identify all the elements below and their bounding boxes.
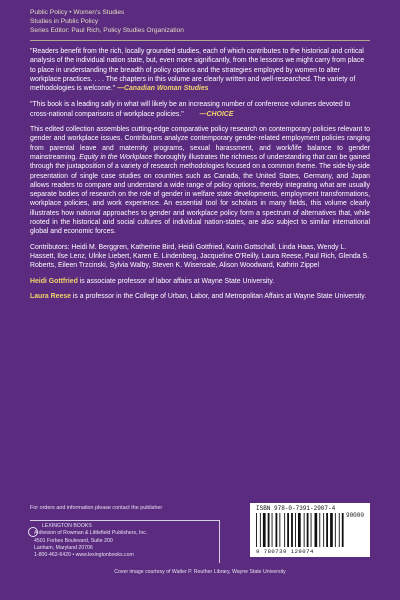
publisher-line-2: 4501 Forbes Boulevard, Suite 200	[34, 537, 113, 544]
series-block	[30, 8, 370, 35]
ean-number: 9 780739 129074	[256, 548, 314, 555]
contact-line: For orders and information please contact the publisher	[30, 505, 163, 511]
author-name: Heidi Gottfried	[30, 277, 78, 285]
book-title-italic: Equity in the Workplace	[79, 153, 153, 161]
contributors: Contributors: Heidi M. Berggren, Katherine Bird, Heidi Gottfried, Karin Gottschall, Linda Haas, Wendy L. Hassett, Ilse Lenz, Ulrike Liebert, Karen E. Lindenberg, Jacqueline O'Reilly, Laura Reese, Paul Rich, Glenda S. Roberts, Eileen Trzcinski, Sylvia Walby, Steven K. Wisensale, Alison Woodward, Kathrin Zippel	[30, 243, 370, 270]
description-paragraph	[30, 125, 370, 237]
series-subjects: Public Policy • Women's Studies	[30, 9, 125, 16]
cover-credit: Cover image courtesy of Walter P. Reuther Library, Wayne State University	[114, 569, 286, 575]
publisher-line-3: Lanham, Maryland 20706	[34, 544, 93, 551]
author-bio-text: is associate professor of labor affairs at Wayne State University.	[77, 277, 275, 285]
footer-area	[30, 505, 370, 575]
quote-text: "This book is a leading sally in what will likely be an increasing number of conference volumes devoted to cross-national comparisons of workplace policies."	[30, 101, 351, 118]
barcode-bars-icon	[256, 513, 364, 547]
publisher-block	[30, 520, 220, 563]
publisher-name: LEXINGTON BOOKS	[42, 523, 92, 529]
author-bio-text: is a professor in the College of Urban, Labor, and Metropolitan Affairs at Wayne State University.	[70, 292, 367, 300]
publisher-line-4: 1-800-462-6420 • www.lexingtonbooks.com	[34, 552, 134, 559]
series-name: Studies in Public Policy	[30, 18, 99, 25]
description-text-2: thoroughly illustrates the richness of understanding that can be gained through the juxtaposition of a variety of research methodologies focused on a common theme. The side-by-side presentation of single case studies on countries such as Canada, the United States, Germany, and Japan allows readers to compare and understand a wide range of policy options, thereby integrating what are usually separate bodies of research on the role of gender in welfare state developments, employment transformations, workplace policies, and work experience. An essential tool for scholars in many fields, this volume clearly illustrates how national approaches to gender and workplace policy form a spectrum of alternatives that, while rooted in the historical and social cultures of individual nation-states, are also subject to similar international global and economic forces.	[30, 153, 370, 236]
divider	[30, 40, 370, 41]
price-code: 90000	[345, 512, 364, 519]
quote-text: "Readers benefit from the rich, locally grounded studies, each of which contributes to the historical and critical analysis of the individual nation state, but, even more significantly, from the lessons we might carry from place to place in understanding the breadth of policy options and the strategies employed by women to alter workplace practices. . . . The chapters in this volume are clearly written and well-researched. The variety of methodologies is welcome."	[30, 48, 365, 93]
isbn-text: ISBN 978-0-7391-2907-4	[256, 505, 336, 512]
review-quote-1	[30, 47, 370, 93]
author-bio-2	[30, 292, 370, 301]
quote-source: —Canadian Woman Studies	[117, 85, 209, 93]
series-editor: Series Editor: Paul Rich, Policy Studies Organization	[30, 27, 184, 34]
description-text-1: This edited collection assembles cutting-edge comparative policy research on contemporary policies relevant to gender and workplace issues. Contributors analyze contemporary gender-related employment policies ranging from parental leave and maternity programs, sexual harassment, and work/life balance to gender mainstreaming.	[30, 126, 370, 161]
author-name: Laura Reese	[30, 292, 71, 300]
review-quote-2	[30, 100, 370, 119]
barcode	[250, 503, 370, 557]
publisher-line-1: A division of Rowman & Littlefield Publishers, Inc.	[34, 530, 148, 537]
quote-source: —CHOICE	[199, 110, 234, 118]
lexington-logo-icon	[28, 527, 38, 537]
author-bio-1	[30, 277, 370, 286]
